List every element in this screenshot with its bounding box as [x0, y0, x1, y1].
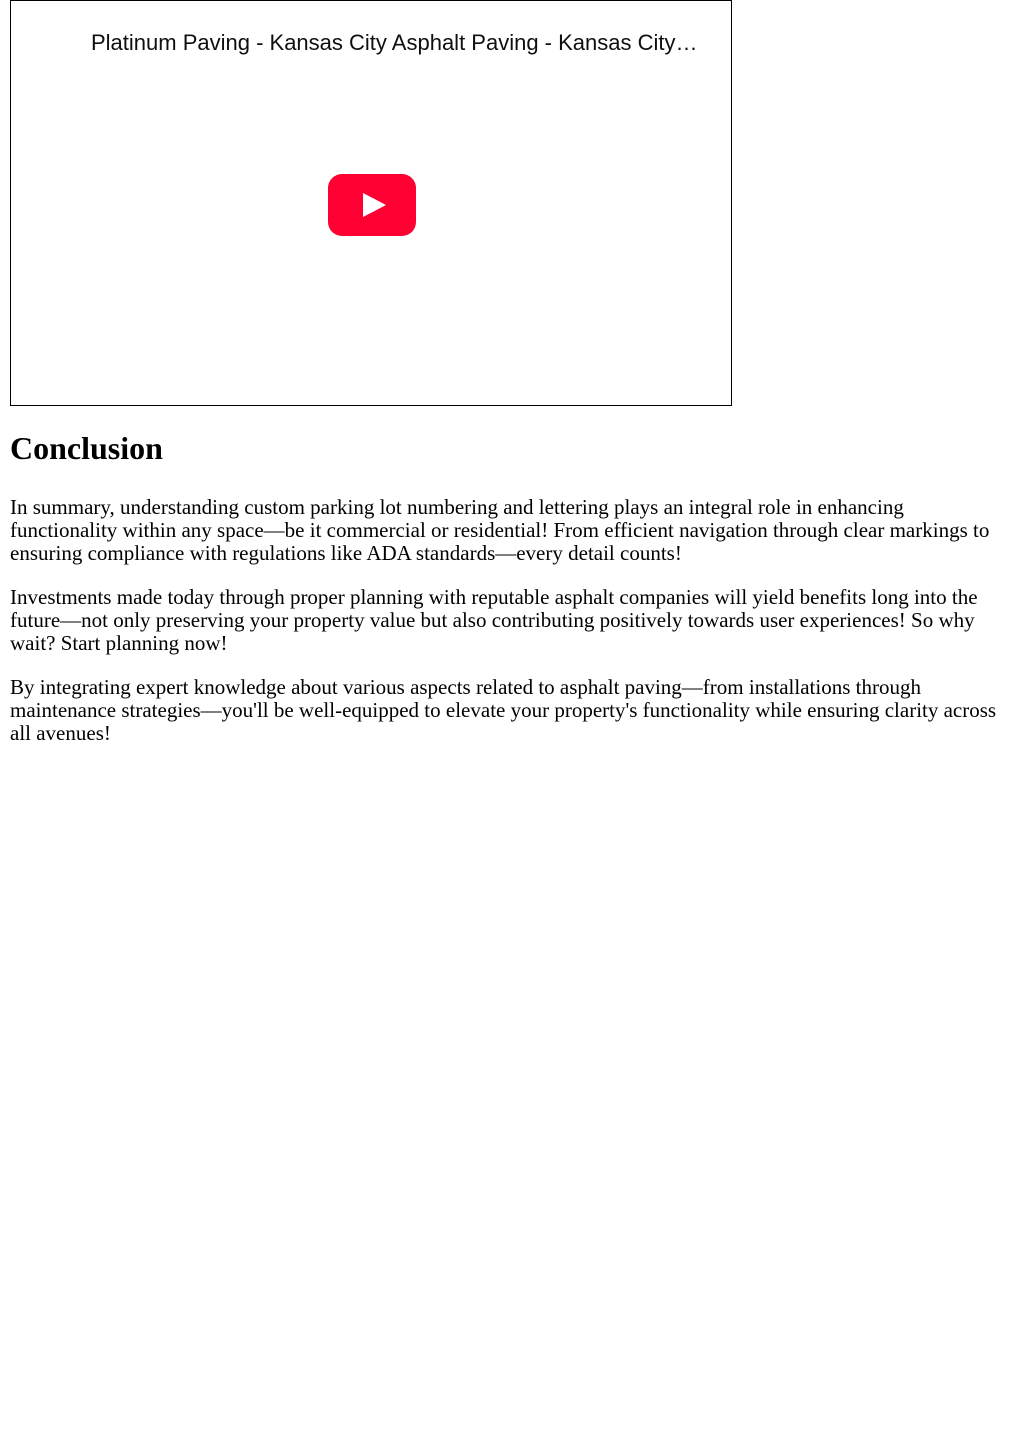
section-heading: Conclusion [10, 430, 163, 466]
paragraph-expert-knowledge: By integrating expert knowledge about various aspects related to asphalt paving—from installations through maintenance strategies—you'll be well-equipped to elevate your property's functionality while ensuring clarity across all avenues! [10, 675, 997, 745]
video-embed[interactable] [10, 0, 732, 406]
youtube-play-icon [328, 174, 416, 236]
article-content [10, 428, 1014, 766]
paragraph-summary: In summary, understanding custom parking lot numbering and lettering plays an integral role in enhancing functionality within any space—be it commercial or residential! From efficient navigation through clear markings to ensuring compliance with regulations like ADA standards—every detail counts! [10, 495, 990, 565]
paragraph-investments: Investments made today through proper planning with reputable asphalt companies will yield benefits long into the future—not only preserving your property value but also contributing positively towards user experiences! So why wait? Start planning now! [10, 585, 978, 655]
video-title[interactable]: Platinum Paving - Kansas City Asphalt Paving - Kansas City… [91, 30, 698, 55]
play-button[interactable] [328, 174, 416, 236]
